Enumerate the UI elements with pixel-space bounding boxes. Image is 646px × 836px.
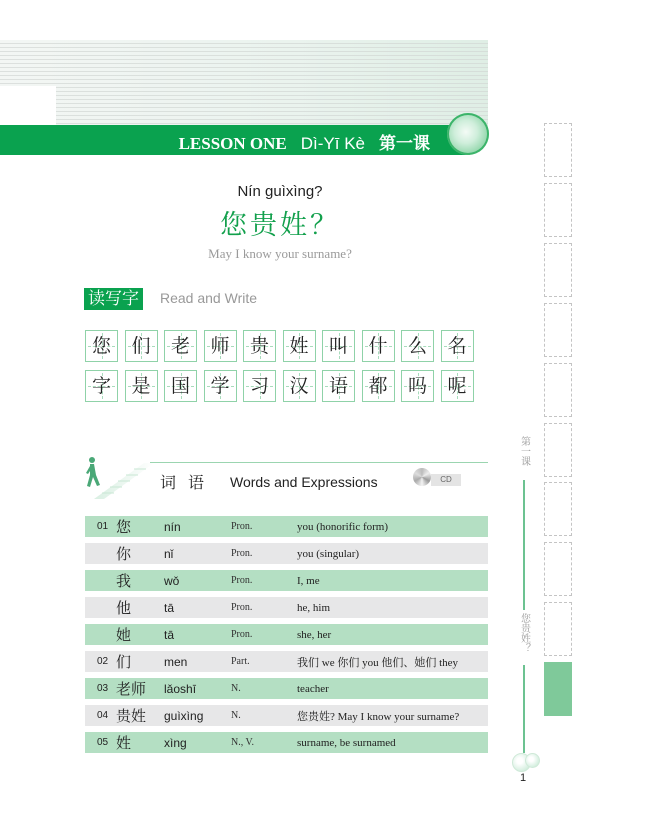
character-cell: 贵 bbox=[243, 330, 276, 362]
page-number: 1 bbox=[520, 772, 527, 784]
vocab-row bbox=[85, 624, 488, 645]
side-tab-1[interactable] bbox=[544, 123, 572, 177]
character-cell: 叫 bbox=[322, 330, 355, 362]
vocab-row bbox=[85, 705, 488, 726]
cd-disc-icon bbox=[413, 468, 431, 486]
read-write-label: Read and Write bbox=[160, 290, 258, 306]
character-cell: 学 bbox=[204, 370, 237, 402]
vocab-pinyin: tā bbox=[164, 600, 175, 615]
character-cell: 么 bbox=[401, 330, 434, 362]
vocab-word: 老师 bbox=[116, 680, 147, 698]
vocab-part-of-speech: Pron. bbox=[231, 548, 253, 559]
vocab-part-of-speech: N. bbox=[231, 683, 241, 694]
character-cell: 呢 bbox=[441, 370, 474, 402]
vocab-pinyin: nǐ bbox=[164, 546, 174, 561]
words-title-en: Words and Expressions bbox=[230, 474, 378, 490]
vocab-definition: I, me bbox=[297, 574, 320, 587]
lesson-ball-decoration bbox=[447, 113, 489, 155]
lesson-header-bar bbox=[0, 125, 470, 155]
character-grid bbox=[85, 330, 485, 410]
vocab-definition: surname, be surnamed bbox=[297, 736, 396, 749]
vocab-word: 她 bbox=[116, 626, 132, 644]
vocab-part-of-speech: N., V. bbox=[231, 737, 254, 748]
side-tab-10-active[interactable] bbox=[544, 662, 572, 716]
character-cell: 们 bbox=[125, 330, 158, 362]
vocab-definition: he, him bbox=[297, 601, 330, 614]
vocab-pinyin: men bbox=[164, 654, 188, 669]
vocab-part-of-speech: Pron. bbox=[231, 602, 253, 613]
side-title-label: 您贵姓？ bbox=[518, 613, 530, 653]
vocab-word: 姓 bbox=[116, 734, 132, 752]
vocabulary-table bbox=[85, 516, 488, 759]
read-write-tag: 读写字 bbox=[84, 288, 143, 310]
character-cell: 语 bbox=[322, 370, 355, 402]
lesson-title-en: LESSON ONE bbox=[178, 134, 287, 153]
character-cell: 名 bbox=[441, 330, 474, 362]
character-cell: 师 bbox=[204, 330, 237, 362]
vocab-pinyin: tā bbox=[164, 627, 175, 642]
vocab-row bbox=[85, 543, 488, 564]
section-divider bbox=[150, 462, 488, 463]
title-pinyin: Nín guìxìng? bbox=[237, 183, 323, 200]
title-english: May I know your surname? bbox=[208, 246, 352, 261]
vocab-row bbox=[85, 597, 488, 618]
lesson-title-zh: 第一课 bbox=[379, 134, 430, 154]
vocab-number: 04 bbox=[97, 710, 109, 721]
vocab-word: 我 bbox=[116, 572, 132, 590]
vocab-row bbox=[85, 570, 488, 591]
vocab-definition: 您贵姓? May I know your surname? bbox=[297, 710, 460, 723]
vocab-pinyin: guìxìng bbox=[164, 708, 204, 723]
climbing-person-icon bbox=[84, 455, 154, 499]
vocab-row bbox=[85, 678, 488, 699]
character-cell: 国 bbox=[164, 370, 197, 402]
cd-label: CD bbox=[431, 474, 461, 486]
vocab-word: 贵姓 bbox=[116, 707, 147, 725]
character-cell: 您 bbox=[85, 330, 118, 362]
character-cell: 什 bbox=[362, 330, 395, 362]
side-tab-9[interactable] bbox=[544, 602, 572, 656]
character-cell: 都 bbox=[362, 370, 395, 402]
lesson-title-pinyin: Dì-Yī Kè bbox=[300, 134, 365, 153]
vocab-definition: she, her bbox=[297, 628, 332, 641]
vocab-word: 们 bbox=[116, 653, 132, 671]
vocab-row bbox=[85, 651, 488, 672]
words-title-zh: 词语 bbox=[160, 473, 217, 492]
lesson-title bbox=[179, 129, 430, 154]
side-line-upper bbox=[523, 480, 525, 610]
vocab-number: 03 bbox=[97, 683, 109, 694]
vocab-definition: teacher bbox=[297, 682, 329, 695]
vocab-part-of-speech: Pron. bbox=[231, 575, 253, 586]
side-tab-8[interactable] bbox=[544, 542, 572, 596]
vocab-pinyin: lǎoshī bbox=[164, 681, 197, 696]
vocab-number: 05 bbox=[97, 737, 109, 748]
side-tab-2[interactable] bbox=[544, 183, 572, 237]
side-tab-4[interactable] bbox=[544, 303, 572, 357]
character-cell: 吗 bbox=[401, 370, 434, 402]
character-row bbox=[85, 330, 485, 362]
character-cell: 老 bbox=[164, 330, 197, 362]
vocab-pinyin: nín bbox=[164, 519, 181, 534]
cd-audio-button[interactable] bbox=[413, 468, 461, 488]
vocab-word: 你 bbox=[116, 545, 132, 563]
character-cell: 姓 bbox=[283, 330, 316, 362]
vocab-definition: 我们 we 你们 you 他们、她们 they bbox=[297, 656, 459, 669]
vocab-part-of-speech: Pron. bbox=[231, 521, 253, 532]
vocab-pinyin: wǒ bbox=[164, 573, 180, 588]
vocab-part-of-speech: Part. bbox=[231, 656, 250, 667]
side-tab-3[interactable] bbox=[544, 243, 572, 297]
character-cell: 习 bbox=[243, 370, 276, 402]
character-cell: 汉 bbox=[283, 370, 316, 402]
side-tab-7[interactable] bbox=[544, 482, 572, 536]
vocab-number: 01 bbox=[97, 521, 109, 532]
vocab-part-of-speech: N. bbox=[231, 710, 241, 721]
side-tab-5[interactable] bbox=[544, 363, 572, 417]
vocab-word: 您 bbox=[116, 518, 132, 536]
vocab-pinyin: xìng bbox=[164, 735, 187, 750]
page-bubbles-decoration bbox=[512, 751, 542, 771]
vocab-word: 他 bbox=[116, 599, 132, 617]
side-tab-6[interactable] bbox=[544, 423, 572, 477]
side-line-lower bbox=[523, 665, 525, 753]
vocab-definition: you (singular) bbox=[297, 547, 360, 560]
vocab-number: 02 bbox=[97, 656, 109, 667]
character-cell: 是 bbox=[125, 370, 158, 402]
vocab-part-of-speech: Pron. bbox=[231, 629, 253, 640]
title-chinese: 您贵姓？ bbox=[220, 210, 340, 241]
character-cell: 字 bbox=[85, 370, 118, 402]
vocab-row bbox=[85, 516, 488, 537]
side-lesson-label: 第一课 bbox=[518, 436, 530, 466]
header-stairs-graphic bbox=[0, 40, 488, 126]
vocab-row bbox=[85, 732, 488, 753]
character-row bbox=[85, 370, 485, 402]
vocab-definition: you (honorific form) bbox=[297, 520, 389, 533]
